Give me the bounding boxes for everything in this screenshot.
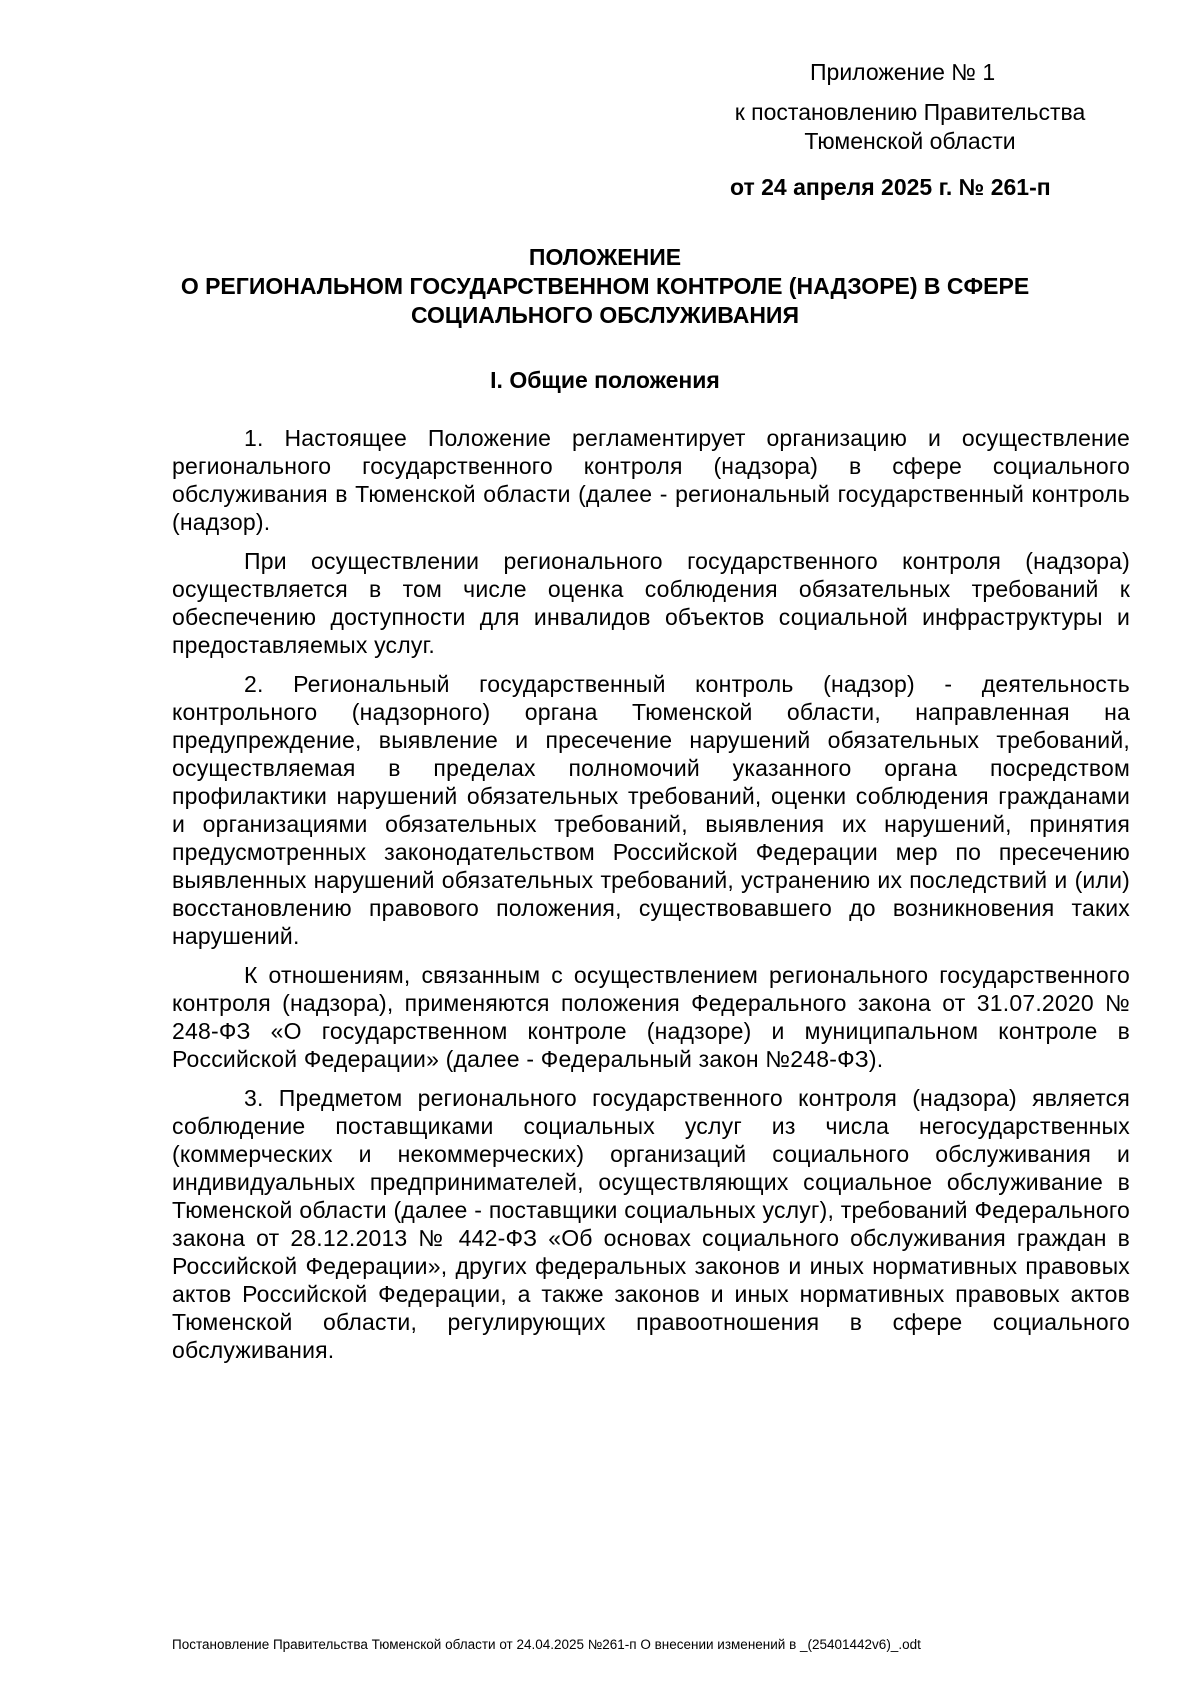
paragraph: 1. Настоящее Положение регламентирует организацию и осуществление регионального государственного контроля (надзора) в сфере социального обслуживания в Тюменской области (далее - региональный государственный контроль (надзор). (172, 425, 1130, 535)
section-heading: I. Общие положения (490, 367, 720, 393)
document-body (172, 424, 1130, 1375)
document-title (155, 243, 1055, 330)
appendix-date: от 24 апреля 2025 г. № 261-п (730, 174, 1051, 200)
title-line-2: О РЕГИОНАЛЬНОМ ГОСУДАРСТВЕННОМ КОНТРОЛЕ (НАДЗОРЕ) В СФЕРЕ СОЦИАЛЬНОГО ОБСЛУЖИВАНИЯ (180, 273, 1030, 328)
appendix-label: Приложение № 1 (810, 59, 996, 85)
page-footer: Постановление Правительства Тюменской области от 24.04.2025 №261-п О внесении изменений в _(25401442v6)_.odt (172, 1637, 921, 1652)
paragraph: К отношениям, связанным с осуществлением регионального государственного контроля (надзора), применяются положения Федерального закона от 31.07.2020 № 248-ФЗ «О государственном контроле (надзоре) и муниципальном контроле в Российской Федерации» (далее - Федеральный закон №248-ФЗ). (172, 962, 1130, 1072)
title-line-1: ПОЛОЖЕНИЕ (528, 244, 682, 270)
appendix-decree: к постановлению Правительства Тюменской области (734, 99, 1086, 154)
paragraph: 3. Предметом регионального государственного контроля (надзора) является соблюдение поставщиками социальных услуг из числа негосударственных (коммерческих и некоммерческих) организаций социального обслуживания и индивидуальных предпринимателей, осуществляющих социальное обслуживание в Тюменской области (далее - поставщики социальных услуг), требований Федерального закона от 28.12.2013 № 442-ФЗ «Об основах социального обслуживания граждан в Российской Федерации», других федеральных законов и иных нормативных правовых актов Российской Федерации, а также законов и иных нормативных правовых актов Тюменской области, регулирующих правоотношения в сфере социального обслуживания. (172, 1085, 1130, 1363)
paragraph: 2. Региональный государственный контроль (надзор) - деятельность контрольного (надзорного) органа Тюменской области, направленная на предупреждение, выявление и пресечение нарушений обязательных требований, осуществляемая в пределах полномочий указанного органа посредством профилактики нарушений обязательных требований, оценки соблюдения гражданами и организациями обязательных требований, выявления их нарушений, принятия предусмотренных законодательством Российской Федерации мер по пресечению выявленных нарушений обязательных требований, устранению их последствий и (или) восстановлению правового положения, существовавшего до возникновения таких нарушений. (172, 671, 1130, 949)
paragraph: При осуществлении регионального государственного контроля (надзора) осуществляется в том числе оценка соблюдения обязательных требований к обеспечению доступности для инвалидов объектов социальной инфраструктуры и предоставляемых услуг. (172, 548, 1130, 658)
